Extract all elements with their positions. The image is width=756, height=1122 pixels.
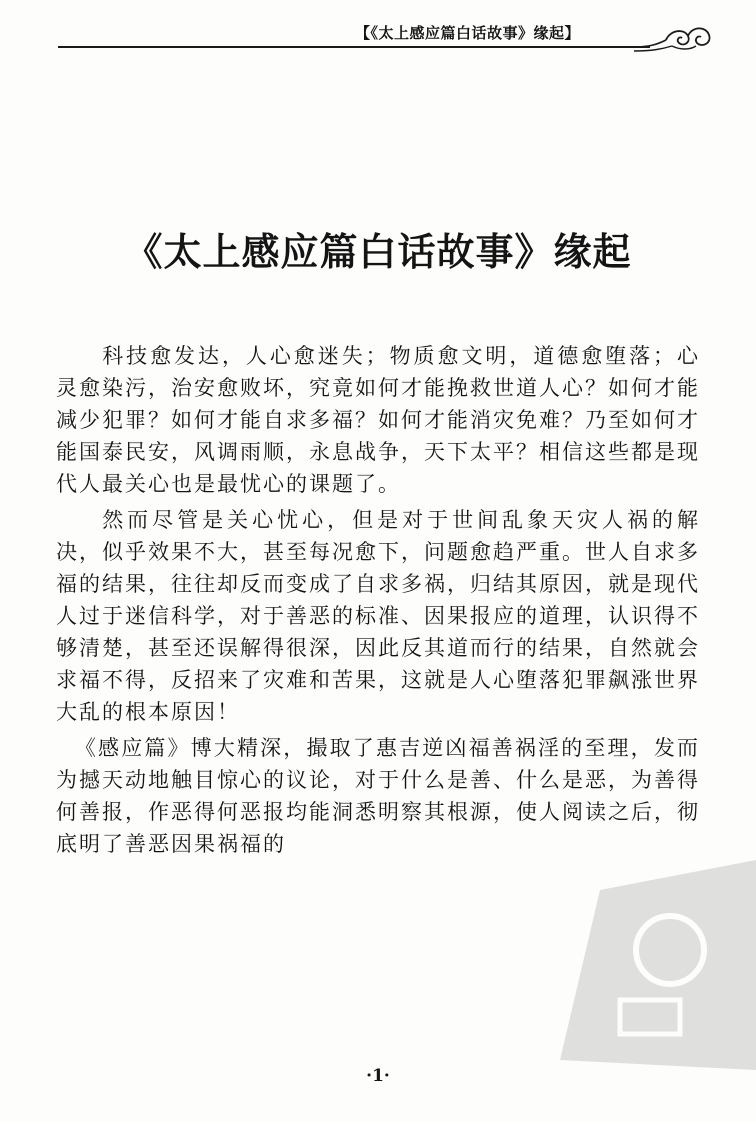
paragraph-1: 科技愈发达，人心愈迷失；物质愈文明，道德愈堕落；心灵愈染污，治安愈败坏，究竟如何才能挽救世道人心？如何才能减少犯罪？如何才能自求多福？如何才能消灾免难？乃至如何才能国泰民安，风调雨顺，永息战争，天下太平？相信这些都是现代人最关心也是最忧心的课题了。	[56, 344, 700, 496]
cloud-scroll-icon	[632, 20, 716, 60]
stamp-watermark-icon	[560, 860, 756, 1070]
page-number: ·1·	[366, 1066, 390, 1086]
header-rule	[58, 46, 650, 48]
running-header: 【《太上感应篇白话故事》缘起】	[355, 24, 581, 42]
paragraph-3: 《感应篇》博大精深，撮取了惠吉逆凶福善祸淫的至理，发而为撼天动地触目惊心的议论，对于什么是善、什么是恶，为善得何善报，作恶得何恶报均能洞悉明察其根源，使人阅读之后，彻底明了善恶因果祸福的	[56, 736, 700, 856]
paragraph-2: 然而尽管是关心忧心，但是对于世间乱象天灾人祸的解决，似乎效果不大，甚至每况愈下，问题愈趋严重。世人自求多福的结果，往往却反而变成了自求多祸，归结其原因，就是现代人过于迷信科学，对于善恶的标准、因果报应的道理，认识得不够清楚，甚至还误解得很深，因此反其道而行的结果，自然就会求福不得，反招来了灾难和苦果，这就是人心堕落犯罪飙涨世界大乱的根本原因！	[56, 508, 700, 724]
chapter-title: 《太上感应篇白话故事》缘起	[124, 229, 632, 275]
body-text	[56, 340, 700, 860]
